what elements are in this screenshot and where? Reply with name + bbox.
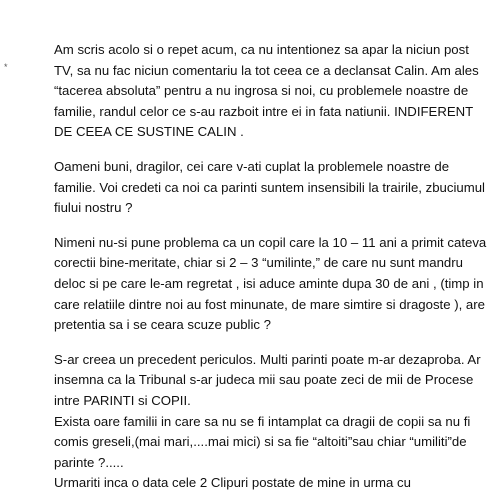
paragraph-6: Urmariti inca o data cele 2 Clipuri postate de mine in urma cu xyxy=(54,475,411,491)
paragraph-1: Am scris acolo si o repet acum, ca nu intentionez sa apar la niciun post TV, sa nu fac niciun comentariu la tot ceea ce a declansat Calin. Am ales “tacerea absoluta” pentru a nu ingrosa si noi, cu problemele noastre de familie, randul celor ce s-au razboit intre ei in fata natiunii. INDIFERENT DE CEEA CE SUSTINE CALIN . xyxy=(54,42,479,140)
paragraph-2: Oameni buni, dragilor, cei care v-ati cuplat la problemele noastre de familie. Voi credeti ca noi ca parinti suntem insensibili la trairile, zbuciumul fiului nostru ? xyxy=(54,158,485,216)
paragraph-4: S-ar creea un precedent periculos. Multi parinti poate m-ar dezaproba. Ar insemna ca la Tribunal s-ar judeca mii sau poate zeci de mii de Procese intre PARINTI si COPII. xyxy=(54,351,481,408)
document-body xyxy=(54,40,488,494)
paragraph-5: Exista oare familii in care sa nu se fi intamplat ca dragii de copii sa nu fi comis greseli,(mai mari,....mai mici) si sa fie “altoiti”sau chiar “umiliti”de parinte ?..... xyxy=(54,413,471,470)
margin-mark: * xyxy=(4,62,8,72)
paragraph-3: Nimeni nu-si pune problema ca un copil care la 10 – 11 ani a primit cateva corectii bine-meritate, chiar si 2 – 3 “umilinte,” de care nu sunt mandru deloc si pe care le-am regretat , isi aduce aminte dupa 30 de ani , (timp in care relatiile dintre noi au fost minunate, de mare simtire si dragoste ), are pretentia sa i se ceara scuze public ? xyxy=(54,234,487,333)
